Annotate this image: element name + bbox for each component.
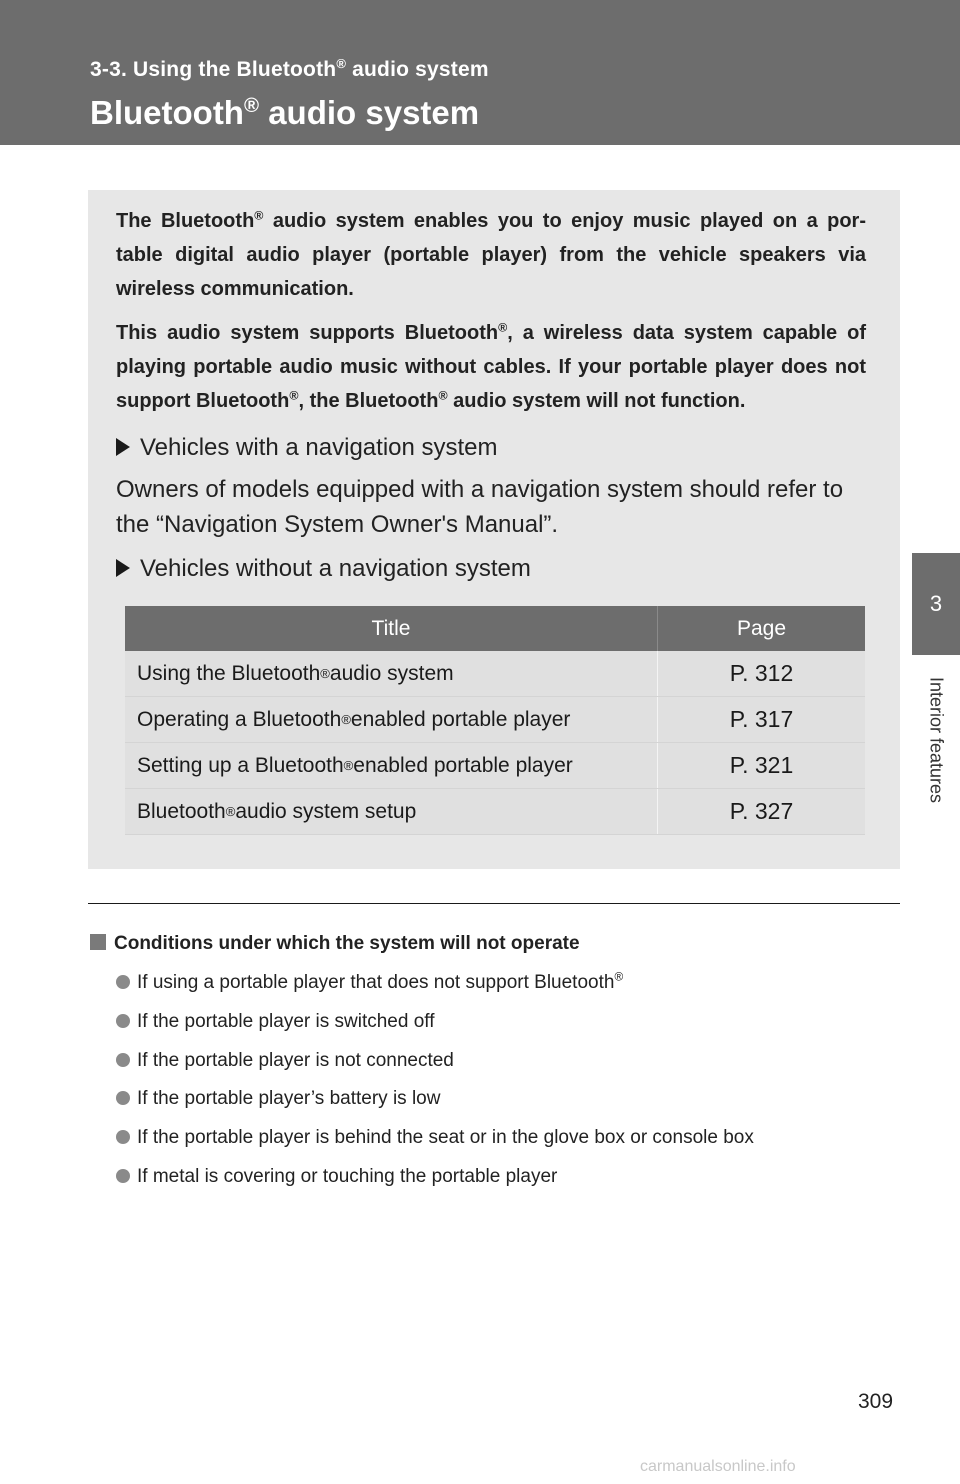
table-row	[125, 697, 865, 743]
row-title: Using the Bluetooth ® audio system	[125, 651, 658, 696]
reference-table	[125, 606, 865, 835]
circle-bullet-icon	[116, 975, 130, 989]
list-item: If the portable player’s battery is low	[116, 1088, 440, 1110]
intro-paragraph-1: The Bluetooth® audio system enables you to enjoy music played on a por-table digital audio player (portable player) from the vehicle speakers via wireless communication.	[116, 208, 866, 300]
row-title: Operating a Bluetooth ® enabled portable player	[125, 697, 658, 742]
circle-bullet-icon	[116, 1091, 130, 1105]
chapter-label: Interior features	[926, 676, 947, 804]
bullet-without-navigation: Vehicles without a navigation system	[116, 555, 531, 583]
list-item: If the portable player is switched off	[116, 1011, 434, 1033]
conditions-heading: Conditions under which the system will not operate	[90, 933, 580, 955]
row-title: Bluetooth ® audio system setup	[125, 789, 658, 834]
list-item: If using a portable player that does not support Bluetooth®	[116, 972, 623, 994]
triangle-bullet-icon	[116, 438, 130, 456]
page-header	[0, 0, 960, 145]
page-title: Bluetooth® audio system	[90, 94, 480, 131]
column-title-header: Title	[125, 606, 658, 651]
table-row	[125, 789, 865, 835]
row-page: P. 312	[729, 660, 794, 686]
bullet-with-navigation: Vehicles with a navigation system	[116, 434, 498, 462]
circle-bullet-icon	[116, 1053, 130, 1067]
navigation-note: Owners of models equipped with a navigation system should refer to the “Navigation System Owner's Manual”.	[116, 476, 844, 538]
circle-bullet-icon	[116, 1130, 130, 1144]
intro-box	[88, 190, 900, 869]
list-item: If the portable player is not connected	[116, 1050, 454, 1072]
row-page: P. 327	[729, 798, 794, 824]
column-page-header: Page	[736, 616, 787, 640]
row-page: P. 321	[729, 752, 794, 778]
triangle-bullet-icon	[116, 559, 130, 577]
row-title: Setting up a Bluetooth ® enabled portable player	[125, 743, 658, 788]
circle-bullet-icon	[116, 1169, 130, 1183]
table-header-row	[125, 606, 865, 651]
chapter-tab: 3	[912, 553, 960, 655]
section-label: 3-3. Using the Bluetooth® audio system	[90, 56, 489, 81]
section-divider	[88, 903, 900, 904]
watermark: carmanualsonline.info	[640, 1458, 796, 1475]
circle-bullet-icon	[116, 1014, 130, 1028]
page-number: 309	[858, 1390, 894, 1413]
table-row	[125, 743, 865, 789]
list-item: If metal is covering or touching the portable player	[116, 1166, 557, 1188]
row-page: P. 317	[729, 706, 794, 732]
list-item: If the portable player is behind the seat or in the glove box or console box	[116, 1127, 754, 1149]
square-bullet-icon	[90, 934, 106, 950]
intro-paragraph-2: This audio system supports Bluetooth®, a wireless data system capable of playing portable audio music without cables. If your portable player does not support Bluetooth®, the Bluetooth® audio system will not function.	[116, 320, 866, 412]
table-row	[125, 651, 865, 697]
